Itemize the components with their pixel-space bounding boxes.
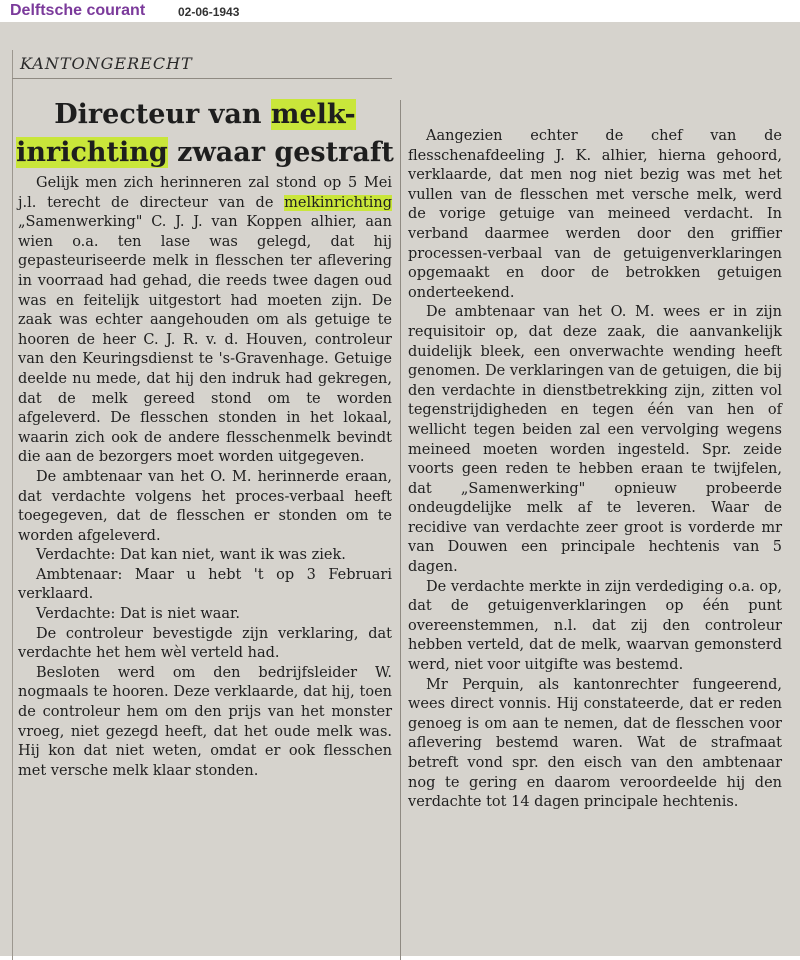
article-column-left — [18, 174, 392, 781]
article-headline — [16, 96, 394, 172]
paragraph: De ambtenaar van het O. M. herinnerde eraan, dat verdachte volgens het proces-verbaal heeft toegegeven, dat de flesschen er stonden om te worden afgeleverd. — [18, 468, 392, 544]
text-run: „Samenwerking" C. J. J. van Koppen alhier, aan wien o.a. ten lase was gelegd, dat hij gepasteuriseerde melk in flesschen ter aflevering in voorraad had gehad, die reeds twee dagen oud was en feitelijk uitgestort had moeten zijn. De zaak was echter aangehouden om als getuige te hooren de heer C. J. R. v. d. Houven, controleur van den Keuringsdienst te 's-Gravenhage. Getuige deelde nu mede, dat hij den indruk had gekregen, dat de melk gereed stond om te worden afgeleverd. De flesschen stonden in het lokaal, waarin zich ook de andere flesschenmelk bevindt die aan de bezorgers moet worden uitgegeven. — [18, 214, 392, 466]
column-divider — [400, 100, 401, 960]
paragraph — [18, 174, 392, 468]
paragraph: De controleur bevestigde zijn verklaring, dat verdachte het hem wèl verteld had. — [18, 625, 392, 662]
paragraph: Ambtenaar: Maar u hebt 't op 3 Februari verklaard. — [18, 566, 392, 603]
publication-date: 02-06-1943 — [178, 5, 240, 19]
newspaper-clipping — [0, 22, 800, 956]
section-heading: KANTONGERECHT — [20, 54, 193, 73]
section-divider — [12, 78, 392, 79]
headline-highlight: inrichting — [16, 137, 168, 168]
paragraph: Verdachte: Dat kan niet, want ik was ziek. — [36, 547, 346, 564]
paragraph: Besloten werd om den bedrijfsleider W. nogmaals te hooren. Deze verklaarde, dat hij, toen de controleur hem om den prijs van het monster vroeg, niet gezegd heeft, dat het oude melk was. Hij kon dat niet weten, omdat er ook flesschen met versche melk klaar stonden. — [18, 664, 392, 779]
paragraph: De ambtenaar van het O. M. wees er in zijn requisitoir op, dat deze zaak, die aanvankelijk duidelijk bleek, een onverwachte wending heeft genomen. De verklaringen van de getuigen, die bij den verdachte in dienstbetrekking zijn, zitten vol tegenstrijdigheden en tegen één van hen of wellicht tegen beiden zal een vervolging wegens meineed moeten worden ingesteld. Spr. zeide voorts geen reden te hebben eraan te twijfelen, dat „Samenwerking" opnieuw probeerde ondeugdelijke melk af te leveren. Waar de recidive van verdachte zeer groot is vorderde mr van Douwen een principale hechtenis van 5 dagen. — [408, 304, 782, 576]
paragraph: De verdachte merkte in zijn verdediging o.a. op, dat de getuigenverklaringen op één punt overeenstemmen, n.l. dat zij den controleur hebben verteld, dat de melk, waarvan gemonsterd werd, niet voor uitgifte was bestemd. — [408, 578, 782, 674]
headline-part: zwaar gestraft — [167, 137, 394, 168]
left-border-rule — [12, 50, 13, 960]
paragraph: Aangezien echter de chef van de flesschenafdeeling J. K. alhier, hierna gehoord, verklaarde, dat men nog niet bezig was met het vullen van de flesschen met versche melk, werd de vorige getuige van meineed verdacht. In verband daarmee werden door den griffier processen-verbaal van de getuigenverklaringen opgemaakt en door de betrokken getuigen onderteekend. — [408, 128, 782, 301]
text-run: Gelijk men zich herinneren zal stond op 5 Mei j.l. terecht de directeur van de — [18, 175, 392, 211]
paragraph: Mr Perquin, als kantonrechter fungeerend, wees direct vonnis. Hij constateerde, dat er reden genoeg is om aan te nemen, dat de flesschen voor aflevering bestemd waren. Wat de strafmaat betreft vond spr. den eisch van den ambtenaar nog te gering en daarom veroordeelde hij den verdachte tot 14 dagen principale hechtenis. — [408, 676, 782, 811]
clipping-header — [0, 0, 800, 22]
paragraph: Verdachte: Dat is niet waar. — [36, 606, 240, 623]
headline-part: Directeur van — [54, 99, 271, 130]
keyword-highlight: melkinrichting — [284, 194, 392, 211]
newspaper-name: Delftsche courant — [10, 2, 146, 19]
article-column-right — [408, 127, 782, 813]
headline-highlight: melk- — [270, 99, 356, 130]
